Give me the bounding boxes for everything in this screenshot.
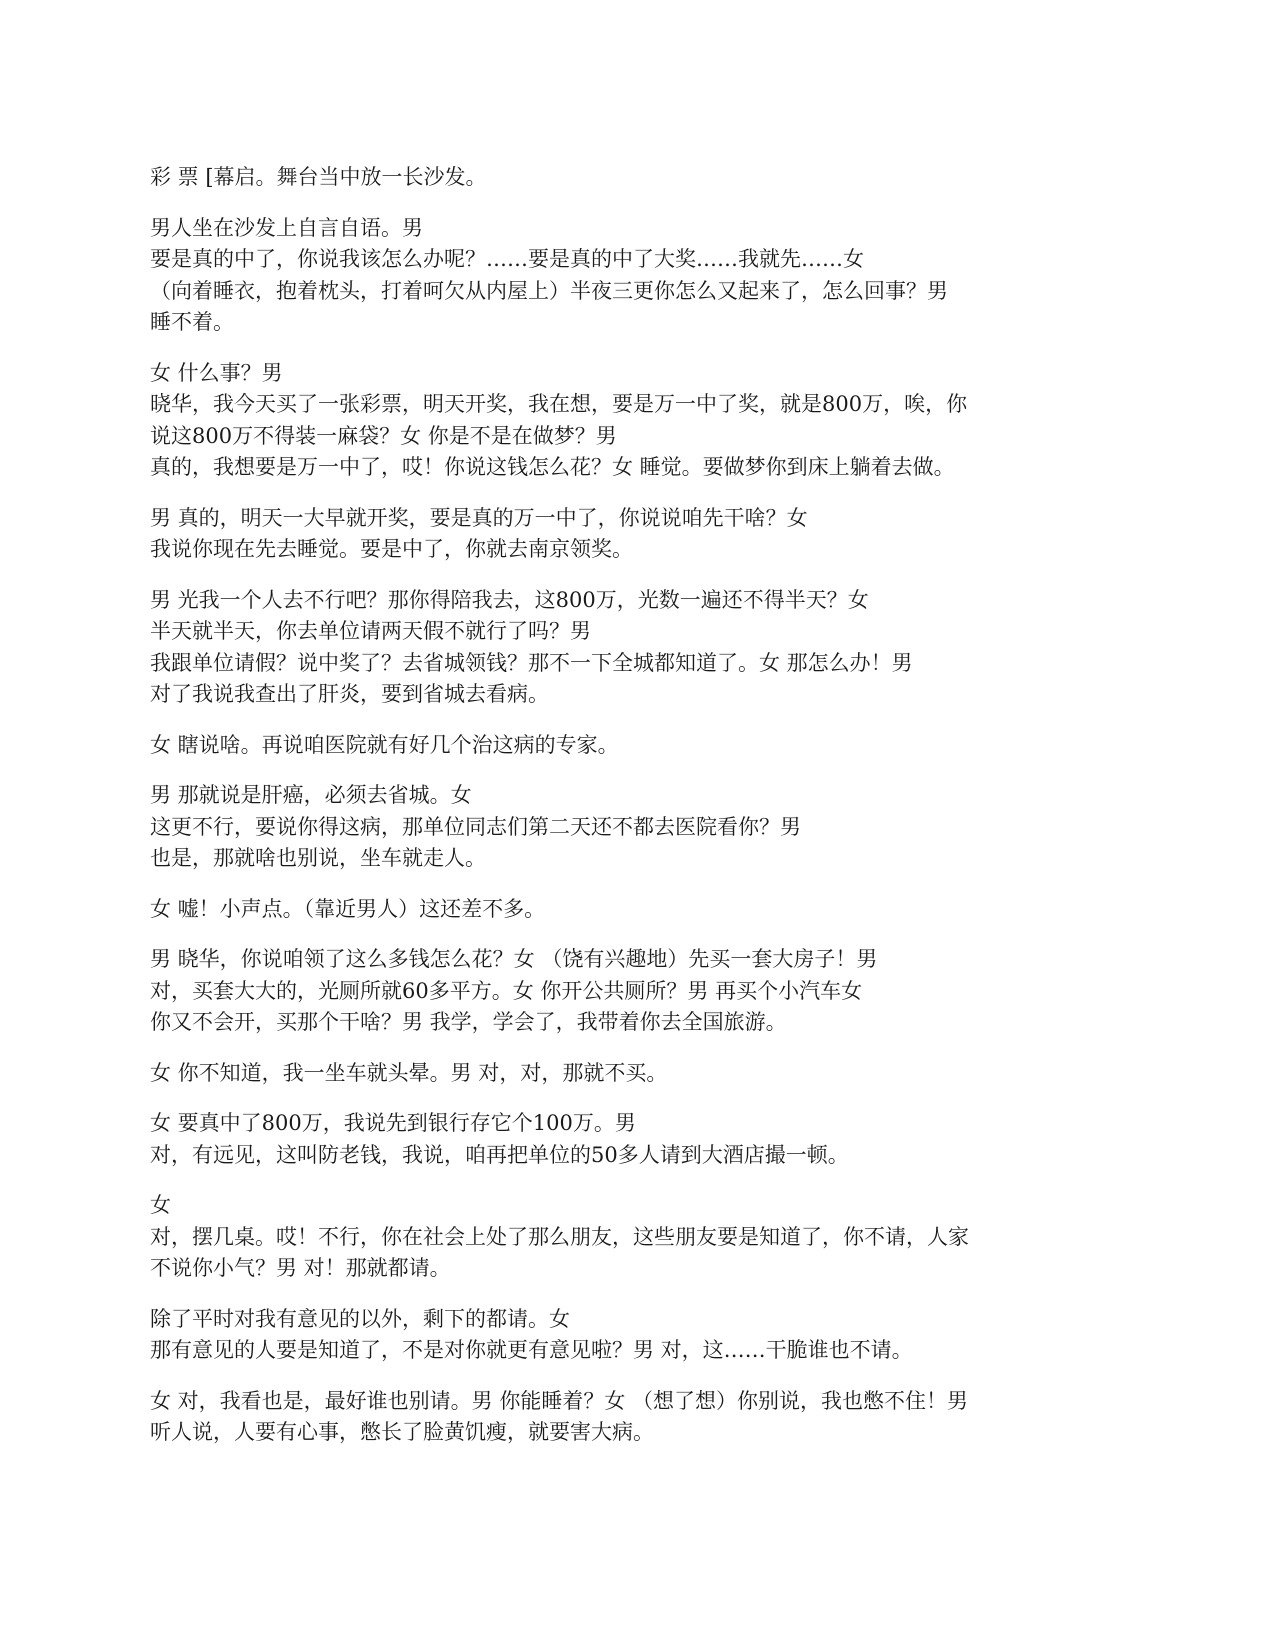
paragraph [150,730,1130,762]
text-line: 要是真的中了，你说我该怎么办呢？……要是真的中了大奖……我就先……女 [150,247,864,271]
text-line: 女 对，我看也是，最好谁也别请。男 你能睡着？女 （想了想）你别说，我也憋不住！男 [150,1388,969,1413]
text-line: 女 什么事？男 [150,360,283,385]
text-line: 我说你现在先去睡觉。要是中了，你就去南京领奖。 [150,537,633,561]
text-line: 彩 票 [幕启。舞台当中放一长沙发。 [150,165,487,189]
text-line: 真的，我想要是万一中了，哎！你说这钱怎么花？女 睡觉。要做梦你到床上躺着去做。 [150,455,955,479]
text-line: 男 真的，明天一大早就开奖，要是真的万一中了，你说说咱先干啥？女 [150,505,808,530]
text-line: 晓华，我今天买了一张彩票，明天开奖，我在想，要是万一中了奖，就是800万，唉，你 [150,392,968,416]
document-page [150,162,1130,1468]
paragraph [150,1108,1130,1171]
text-line: （向着睡衣，抱着枕头，打着呵欠从内屋上）半夜三更你怎么又起来了，怎么回事？男 [150,278,948,303]
text-line: 对，摆几桌。哎！不行，你在社会上处了那么朋友，这些朋友要是知道了，你不请，人家 [150,1224,969,1249]
text-line: 对，有远见，这叫防老钱，我说，咱再把单位的50多人请到大酒店撮一顿。 [150,1142,849,1167]
text-line: 对了我说我查出了肝炎，要到省城去看病。 [150,682,549,706]
text-line: 除了平时对我有意见的以外，剩下的都请。女 [150,1306,570,1331]
paragraph [150,1058,1130,1090]
text-line: 男 晓华，你说咱领了这么多钱怎么花？女 （饶有兴趣地）先买一套大房子！男 [150,947,878,971]
paragraph [150,585,1130,711]
text-line: 女 瞎说啥。再说咱医院就有好几个治这病的专家。 [150,732,619,757]
text-line: 女 嘘！小声点。（靠近男人）这还差不多。 [150,896,546,921]
paragraph [150,503,1130,566]
text-line: 那有意见的人要是知道了，不是对你就更有意见啦？男 对，这……干脆谁也不请。 [150,1338,913,1362]
text-line: 不说你小气？男 对！那就都请。 [150,1256,451,1280]
paragraph [150,1304,1130,1367]
text-line: 半天就半天，你去单位请两天假不就行了吗？男 [150,619,591,643]
text-line: 说这800万不得装一麻袋？女 你是不是在做梦？男 [150,423,617,448]
text-line: 女 要真中了800万，我说先到银行存它个100万。男 [150,1111,636,1135]
paragraph [150,780,1130,875]
text-line: 听人说，人要有心事，憋长了脸黄饥瘦，就要害大病。 [150,1420,654,1444]
text-line: 对，买套大大的，光厕所就60多平方。女 你开公共厕所？男 再买个小汽车女 [150,978,863,1003]
text-line: 我跟单位请假？说中奖了？去省城领钱？那不一下全城都知道了。女 那怎么办！男 [150,650,913,675]
text-line: 你又不会开，买那个干啥？男 我学，学会了，我带着你去全国旅游。 [150,1010,787,1034]
text-line: 女 [150,1193,171,1217]
text-line: 睡不着。 [150,310,234,334]
paragraph [150,162,1130,194]
paragraph [150,1386,1130,1449]
paragraph [150,213,1130,339]
text-line: 男 那就说是肝癌，必须去省城。女 [150,783,472,807]
text-line: 也是，那就啥也别说，坐车就走人。 [150,846,486,870]
paragraph [150,944,1130,1039]
text-line: 女 你不知道，我一坐车就头晕。男 对，对，那就不买。 [150,1060,668,1085]
text-line: 这更不行，要说你得这病，那单位同志们第二天还不都去医院看你？男 [150,814,801,839]
paragraph [150,1190,1130,1285]
text-line: 男 光我一个人去不行吧？那你得陪我去，这800万，光数一遍还不得半天？女 [150,587,869,612]
paragraph [150,894,1130,926]
text-line: 男人坐在沙发上自言自语。男 [150,215,423,240]
paragraph [150,358,1130,484]
